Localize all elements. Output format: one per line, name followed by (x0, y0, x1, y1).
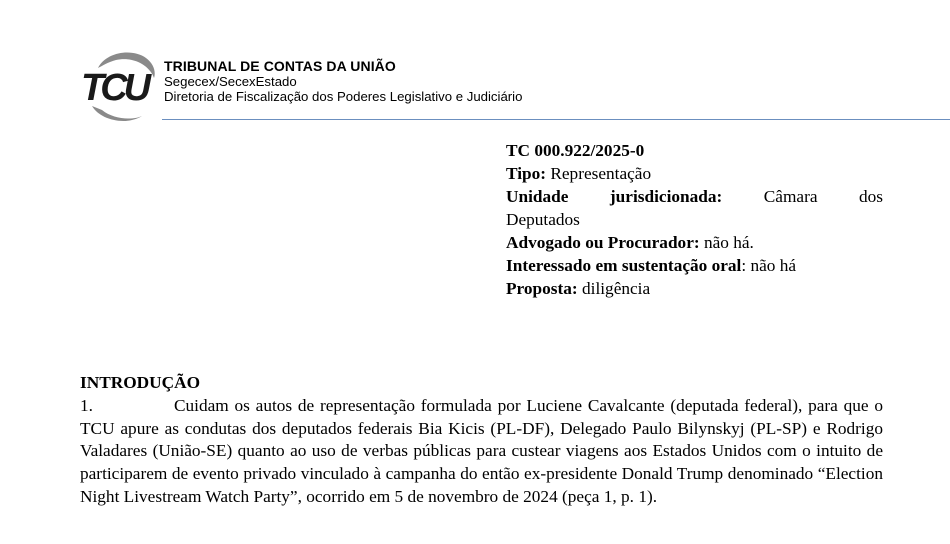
case-number-row (506, 139, 883, 162)
tcu-logo-text: TCU (81, 67, 148, 109)
case-lawyer-value: não há. (703, 233, 754, 252)
organization-block (164, 58, 522, 104)
case-oral-label: Interessado em sustentação oral (506, 256, 742, 275)
case-proposal-row (506, 277, 883, 300)
case-oral-row (506, 254, 883, 277)
case-unit-row-continued (506, 208, 883, 231)
case-type-row (506, 162, 883, 185)
case-proposal-value: diligência (582, 279, 651, 298)
tcu-logo (80, 48, 162, 124)
header-divider (162, 119, 950, 120)
case-unit-value-2: dos (858, 187, 883, 206)
document-body (80, 372, 883, 509)
case-lawyer-label: Advogado ou Procurador: (506, 233, 700, 252)
section-title: INTRODUÇÃO (80, 373, 201, 392)
organization-name: TRIBUNAL DE CONTAS DA UNIÃO (164, 58, 396, 74)
case-oral-value: : não há (741, 256, 797, 275)
case-metadata (506, 139, 883, 300)
case-unit-row (506, 185, 883, 208)
paragraph-text: Cuidam os autos de representação formulada por Luciene Cavalcante (deputada federal), para que o TCU apure as condutas dos deputados federais Bia Kicis (PL-DF), Delegado Paulo Bilynskyj (PL-SP) e Rodrigo Valadares (União-SE) quanto ao uso de verbas públicas para custear viagens aos Estados Unidos com o intuito de participarem de evento privado vinculado à campanha do então ex-presidente Donald Trump denominado “Election Night Livestream Watch Party”, ocorrido em 5 de novembro de 2024 (peça 1, p. 1). (80, 395, 883, 506)
paragraph (80, 395, 883, 509)
case-unit-value-3: Deputados (506, 210, 580, 229)
case-unit-value-1: Câmara (763, 187, 818, 206)
case-lawyer-row (506, 231, 883, 254)
case-type-value: Representação (550, 164, 652, 183)
organization-directorate: Diretoria de Fiscalização dos Poderes Legislativo e Judiciário (164, 89, 523, 104)
case-unit-label-1: Unidade (506, 187, 569, 206)
case-type-label: Tipo: (506, 164, 547, 183)
case-proposal-label: Proposta: (506, 279, 578, 298)
document-header (80, 48, 880, 124)
paragraph-number: 1. (80, 395, 93, 415)
case-unit-label-2: jurisdicionada: (609, 187, 723, 206)
organization-unit: Segecex/SecexEstado (164, 74, 297, 89)
case-number: TC 000.922/2025-0 (506, 141, 645, 160)
